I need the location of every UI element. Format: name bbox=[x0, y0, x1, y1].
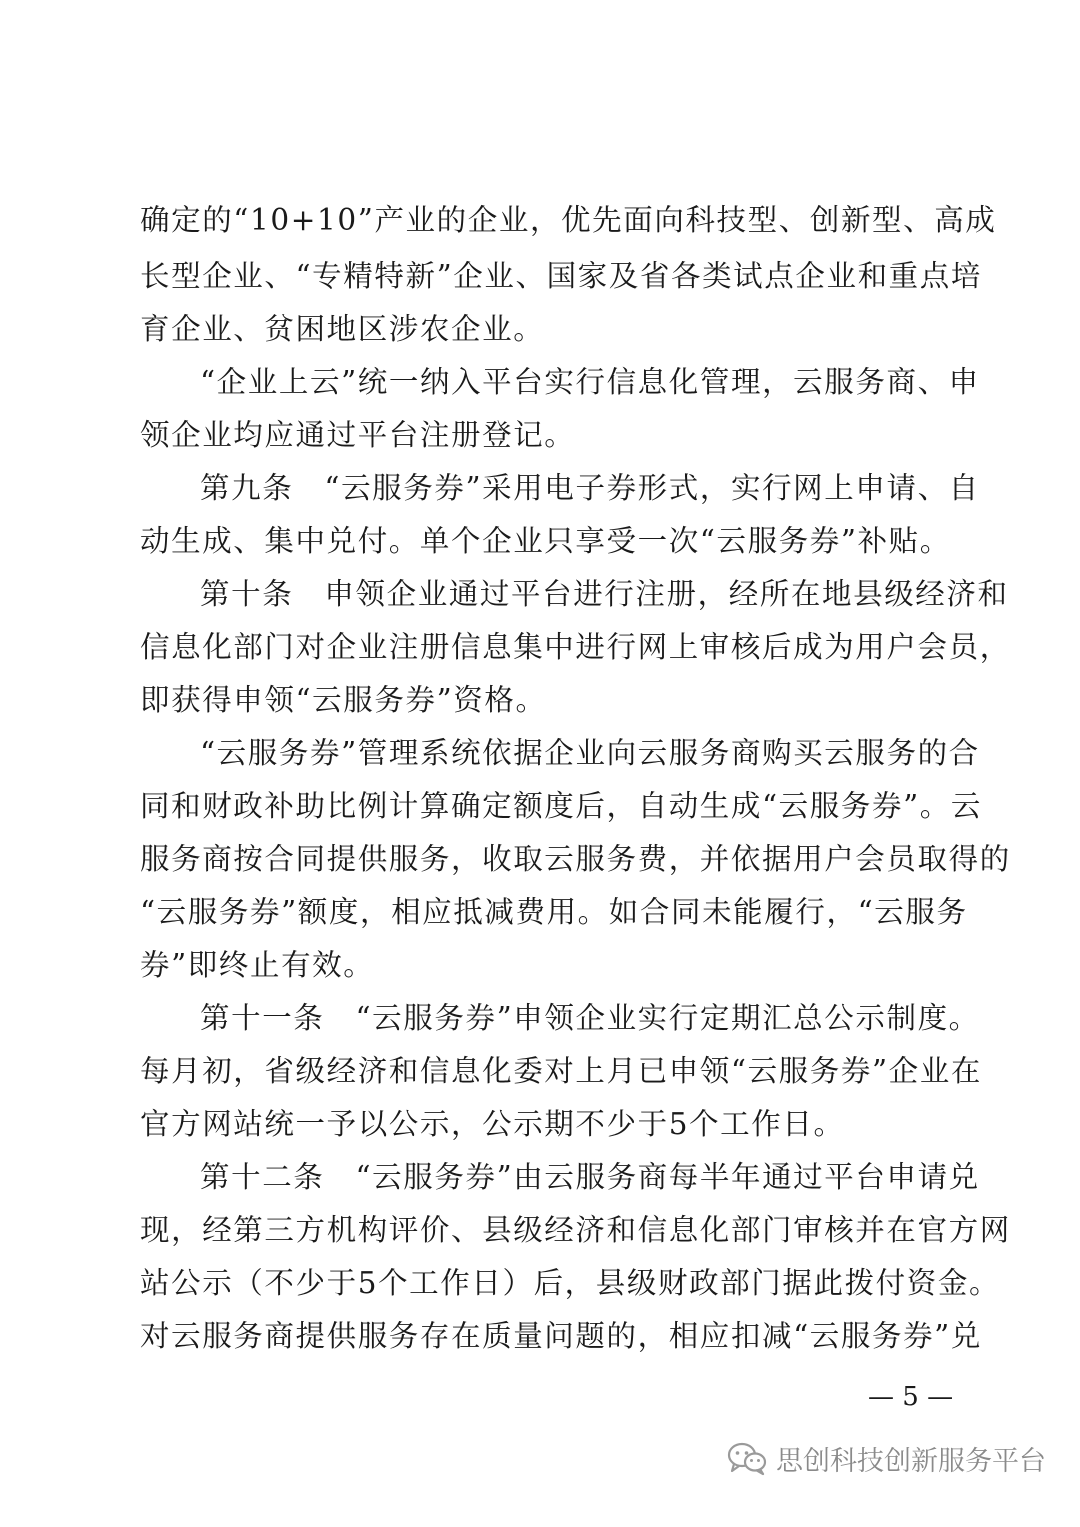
text-line: 育企业、贫困地区涉农企业。 bbox=[140, 312, 545, 346]
wechat-icon bbox=[726, 1440, 768, 1476]
watermark bbox=[726, 1436, 1046, 1480]
text-line: 领企业均应通过平台注册登记。 bbox=[140, 418, 576, 452]
text-line: 第十条 申领企业通过平台进行注册，经所在地县级经济和 bbox=[200, 577, 1009, 611]
text-line: “云服务券”管理系统依据企业向云服务商购买云服务的合 bbox=[200, 736, 980, 770]
text-line: 信息化部门对企业注册信息集中进行网上审核后成为用户会员， bbox=[140, 630, 1011, 664]
text-line: 第九条 “云服务券”采用电子券形式，实行网上申请、自 bbox=[200, 471, 980, 505]
text-line: 现，经第三方机构评价、县级经济和信息化部门审核并在官方网 bbox=[140, 1213, 1011, 1247]
text-line: 同和财政补助比例计算确定额度后，自动生成“云服务券”。云 bbox=[140, 789, 982, 823]
text-line: 第十一条 “云服务券”申领企业实行定期汇总公示制度。 bbox=[200, 1001, 980, 1035]
watermark-text: 思创科技创新服务平台 bbox=[776, 1445, 1046, 1477]
text-line: 对云服务商提供服务存在质量问题的，相应扣减“云服务券”兑 bbox=[140, 1319, 982, 1353]
text-line: “云服务券”额度，相应抵减费用。如合同未能履行，“云服务 bbox=[140, 895, 968, 929]
text-line: “企业上云”统一纳入平台实行信息化管理，云服务商、申 bbox=[200, 365, 980, 399]
page-number: — 5 — bbox=[868, 1382, 954, 1412]
text-line: 第十二条 “云服务券”由云服务商每半年通过平台申请兑 bbox=[200, 1160, 980, 1194]
text-line: 官方网站统一予以公示，公示期不少于5个工作日。 bbox=[140, 1107, 845, 1141]
text-line: 每月初，省级经济和信息化委对上月已申领“云服务券”企业在 bbox=[140, 1054, 982, 1088]
text-line: 即获得申领“云服务券”资格。 bbox=[140, 683, 547, 717]
text-line: 券”即终止有效。 bbox=[140, 948, 375, 982]
text-line: 长型企业、“专精特新”企业、国家及省各类试点企业和重点培 bbox=[140, 259, 982, 293]
text-line: 动生成、集中兑付。单个企业只享受一次“云服务券”补贴。 bbox=[140, 524, 951, 558]
text-line: 站公示（不少于5个工作日）后，县级财政部门据此拨付资金。 bbox=[140, 1266, 1001, 1300]
text-line: 服务商按合同提供服务，收取云服务费，并依据用户会员取得的 bbox=[140, 842, 1011, 876]
text-line: 确定的“10+10”产业的企业，优先面向科技型、创新型、高成 bbox=[140, 203, 997, 237]
